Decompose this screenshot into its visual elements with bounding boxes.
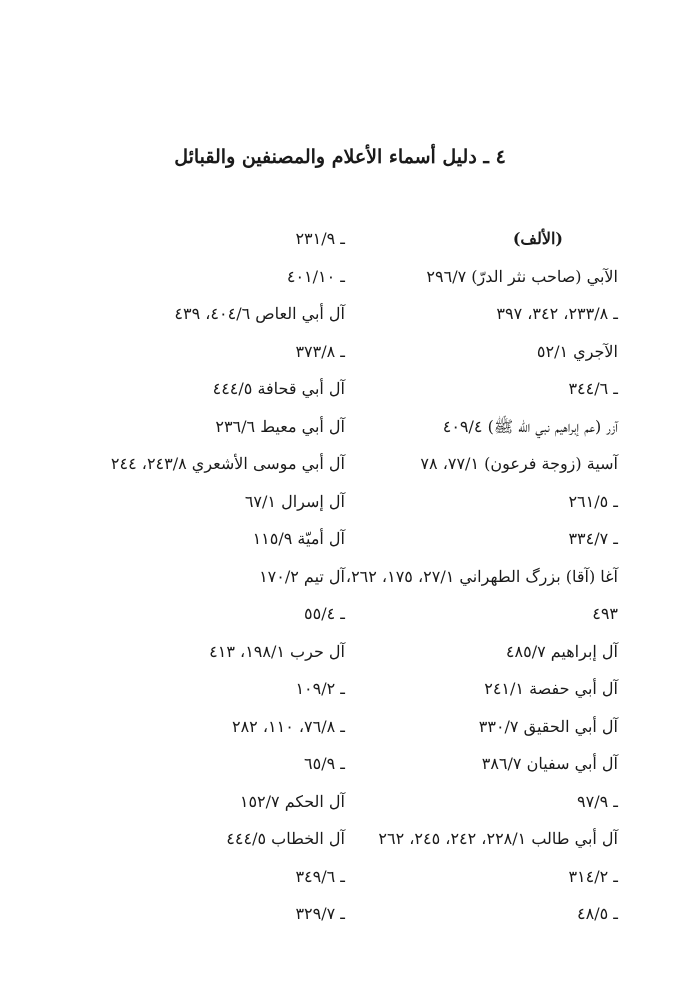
index-entry: ـ ٣٧٣/٨ <box>295 341 345 361</box>
index-entry: ـ ٣٤٩/٦ <box>295 866 345 886</box>
index-entry: آل أبي معيط ٢٣٦/٦ <box>215 416 345 436</box>
index-entry: ـ ٧٦/٨، ١١٠، ٢٨٢ <box>231 716 345 736</box>
index-entry: ـ ٢٣١/٩ <box>295 229 345 248</box>
index-entry: ـ ٢٦١/٥ <box>568 491 618 511</box>
index-entry: آل إسرال ٦٧/١ <box>244 491 345 511</box>
section-header: (الألف) <box>512 229 563 248</box>
index-column-left <box>110 220 345 933</box>
index-entry: آسية (زوجة فرعون) ٧٧/١، ٧٨ <box>420 454 618 473</box>
index-entry: ـ ٥٥/٤ <box>304 604 345 623</box>
index-entry: ـ ٣١٤/٢ <box>568 866 618 886</box>
index-entry: آل إبراهيم ٤٨٥/٧ <box>505 641 618 661</box>
index-entry: ـ ٣٤٤/٦ <box>568 379 618 398</box>
index-entry: آل أبي سفيان ٣٨٦/٧ <box>481 754 618 773</box>
index-entry: الآبي (صاحب نثر الدرّ) ٢٩٦/٧ <box>426 266 618 286</box>
index-entry: الآجري ٥٢/١ <box>536 341 618 361</box>
index-entry: ـ ٤٠١/١٠ <box>286 266 345 286</box>
index-entry: ٤٩٣ <box>592 604 618 623</box>
index-entry: ـ ٣٢٩/٧ <box>295 904 345 923</box>
page-title: ٤ ـ دليل أسماء الأعلام والمصنفين والقبائل <box>174 146 506 168</box>
index-entry: آل أبي العاص ٤٠٤/٦، ٤٣٩ <box>174 304 345 323</box>
index-entry: آل تيم ١٧٠/٢ <box>259 566 345 586</box>
index-entry: ـ ٦٥/٩ <box>304 754 345 773</box>
index-entry: ـ ١٠٩/٢ <box>295 679 345 698</box>
index-entry: ـ ٣٣٤/٧ <box>568 529 618 548</box>
index-entry: آل أبي حفصة ٢٤١/١ <box>484 679 618 698</box>
index-entry: آل أبي موسى الأشعري ٢٤٣/٨، ٢٤٤ <box>110 454 345 473</box>
index-entry: آل أبي قحافة ٤٤٤/٥ <box>212 379 345 398</box>
index-entry: آل حرب ١٩٨/١، ٤١٣ <box>209 641 345 661</box>
index-entry: آل الحكم ١٥٢/٧ <box>239 791 345 811</box>
index-entry: آل الخطاب ٤٤٤/٥ <box>226 829 345 848</box>
index-entry: آل أبي الحقيق ٣٣٠/٧ <box>478 716 618 736</box>
index-entry: آل أميّة ١١٥/٩ <box>252 529 345 548</box>
index-entry: آزر (عم إبراهيم نبي الله ﷺ) ٤٠٩/٤ <box>442 416 618 436</box>
index-entry: ـ ٩٧/٩ <box>577 791 618 811</box>
index-column-right <box>318 220 618 933</box>
index-entry: آل أبي طالب ٢٢٨/١، ٢٤٢، ٢٤٥، ٢٦٢ <box>378 829 618 848</box>
index-entry: ـ ٢٣٣/٨، ٣٤٢، ٣٩٧ <box>496 304 618 323</box>
index-entry: آغا (آقا) بزرگ الطهراني ٢٧/١، ١٧٥، ٢٦٢، <box>345 566 618 586</box>
index-entry: ـ ٤٨/٥ <box>577 904 618 923</box>
